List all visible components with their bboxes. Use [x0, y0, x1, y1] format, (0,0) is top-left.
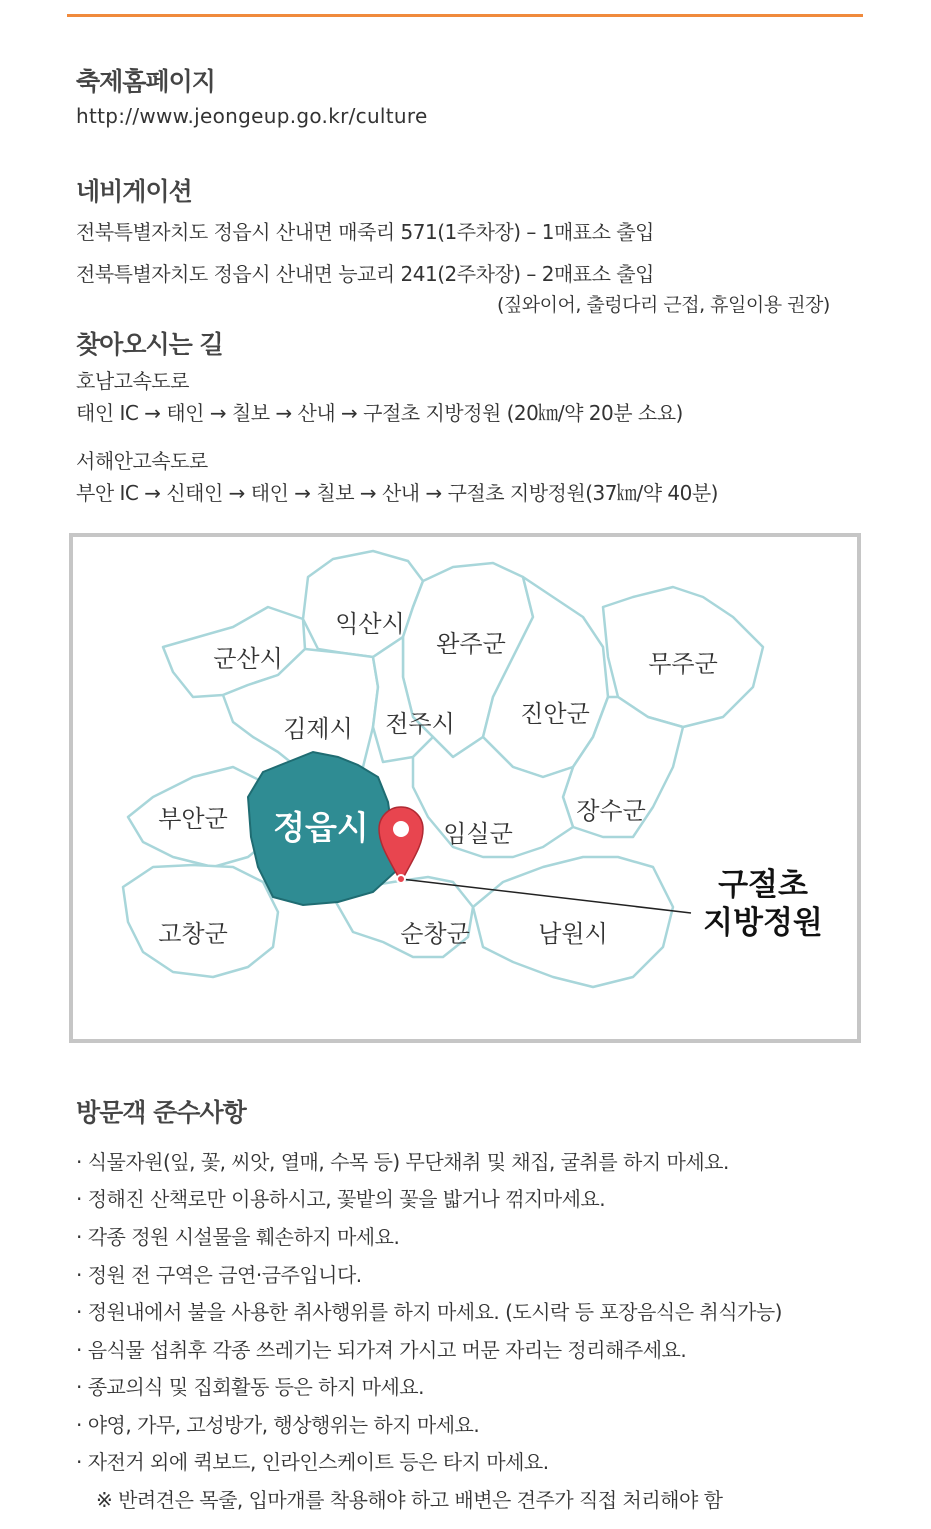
label-jinan: 진안군: [520, 700, 590, 728]
label-jeongeup: 정읍시: [273, 808, 369, 847]
rule-item: · 야영, 가무, 고성방가, 행상행위는 하지 마세요.: [76, 1413, 480, 1437]
rule-item: · 종교의식 및 집회활동 등은 하지 마세요.: [76, 1375, 424, 1399]
homepage-heading: 축제홈페이지: [76, 67, 215, 96]
navigation-address-1: 전북특별자치도 정읍시 산내면 매죽리 571(1주차장) – 1매표소 출입: [76, 220, 654, 244]
label-jangsu: 장수군: [576, 797, 646, 825]
navigation-address-2: 전북특별자치도 정읍시 산내면 능교리 241(2주차장) – 2매표소 출입: [76, 262, 654, 286]
top-divider: [67, 14, 863, 17]
rule-item: · 정원 전 구역은 금연·금주입니다.: [76, 1263, 362, 1287]
destination-label-line1: 구절초: [718, 867, 808, 903]
directions-heading: 찾아오시는 길: [76, 330, 223, 359]
label-gimje: 김제시: [283, 715, 353, 743]
rule-item: · 자전거 외에 퀵보드, 인라인스케이트 등은 타지 마세요.: [76, 1450, 549, 1474]
label-namwon: 남원시: [538, 920, 608, 948]
label-gochang: 고창군: [158, 920, 228, 948]
label-muju: 무주군: [648, 650, 718, 678]
region-map: [69, 533, 861, 1043]
label-imsil: 임실군: [443, 820, 513, 848]
label-buan: 부안군: [158, 805, 228, 833]
rule-item: · 정원내에서 불을 사용한 취사행위를 하지 마세요. (도시락 등 포장음식은 취식가능): [76, 1300, 782, 1324]
destination-label-line2: 지방정원: [703, 905, 823, 941]
route-path-seohaean: 부안 IC → 신태인 → 태인 → 칠보 → 산내 → 구절초 지방정원(37㎞/약 40분): [76, 481, 718, 505]
rule-item: · 각종 정원 시설물을 훼손하지 마세요.: [76, 1225, 400, 1249]
rule-item: · 음식물 섭취후 각종 쓰레기는 되가져 가시고 머문 자리는 정리해주세요.: [76, 1338, 687, 1362]
label-iksan: 익산시: [335, 610, 405, 638]
region-map-svg: [73, 537, 857, 1039]
label-wanju: 완주군: [436, 630, 506, 658]
route-name-honam: 호남고속도로: [76, 369, 189, 393]
navigation-heading: 네비게이션: [76, 177, 192, 206]
pet-note: ※ 반려견은 목줄, 입마개를 착용해야 하고 배변은 견주가 직접 처리해야 함: [96, 1488, 723, 1512]
rules-heading: 방문객 준수사항: [76, 1098, 246, 1127]
label-jeonju: 전주시: [385, 710, 455, 738]
rule-item: · 정해진 산책로만 이용하시고, 꽃밭의 꽃을 밟거나 꺾지마세요.: [76, 1187, 606, 1211]
route-name-seohaean: 서해안고속도로: [76, 449, 208, 473]
homepage-url[interactable]: http://www.jeongeup.go.kr/culture: [76, 104, 428, 128]
rule-item: · 식물자원(잎, 꽃, 씨앗, 열매, 수목 등) 무단채취 및 채집, 굴취를 하지 마세요.: [76, 1150, 729, 1174]
label-sunchang: 순창군: [400, 920, 470, 948]
label-gunsan: 군산시: [213, 645, 283, 673]
route-path-honam: 태인 IC → 태인 → 칠보 → 산내 → 구절초 지방정원 (20㎞/약 20분 소요): [76, 401, 683, 425]
navigation-note: (짚와이어, 출렁다리 근접, 휴일이용 권장): [497, 294, 830, 316]
